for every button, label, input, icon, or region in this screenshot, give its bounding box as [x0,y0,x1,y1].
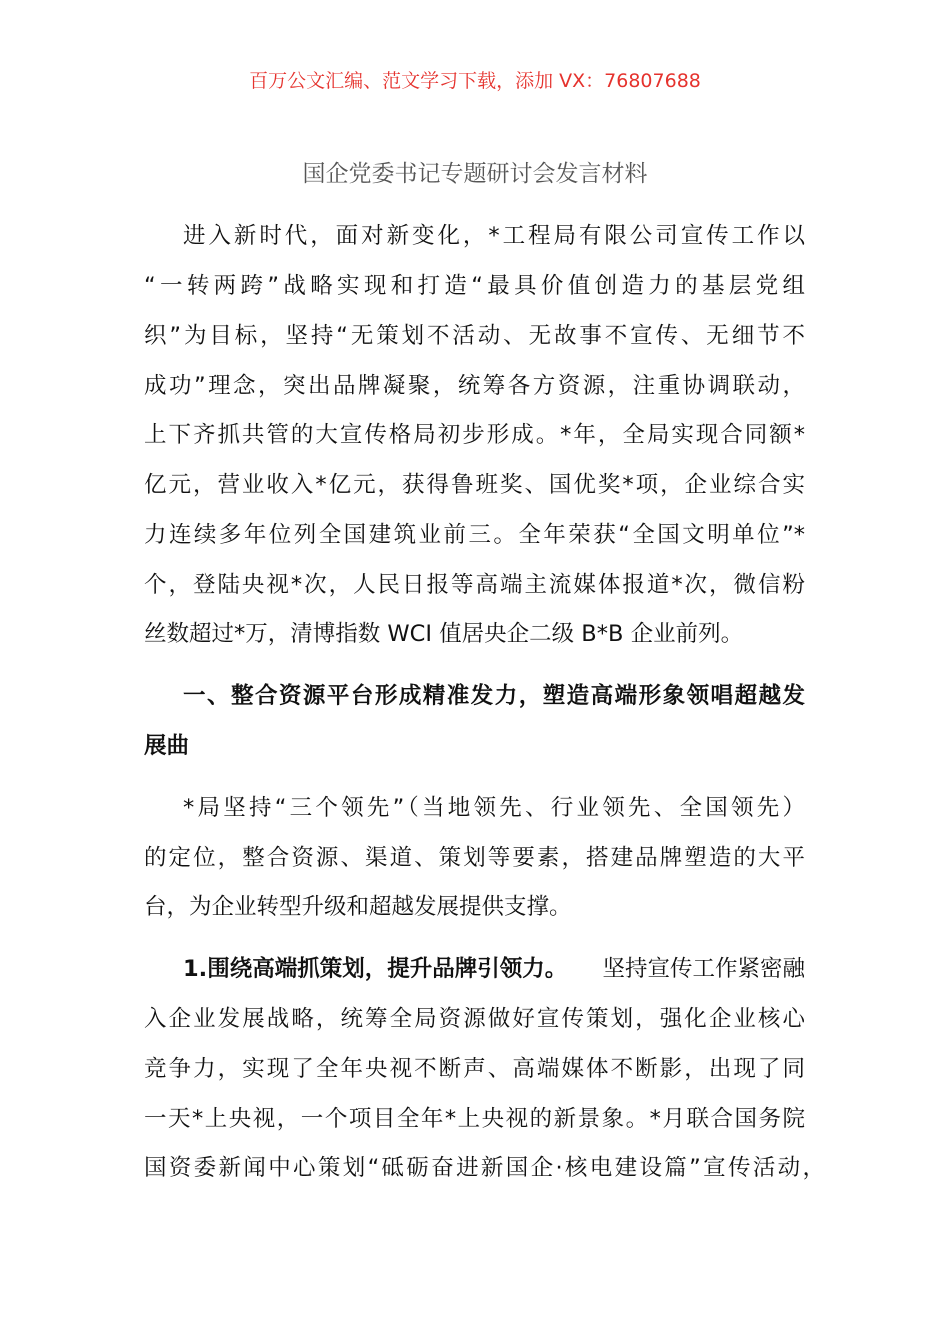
text-line: 成功”理念，突出品牌凝聚，统筹各方资源，注重协调联动， [144,373,805,399]
text-line: 亿元，营业收入*亿元，获得鲁班奖、国优奖*项，企业综合实 [144,472,805,498]
document-title: 国企党委书记专题研讨会发言材料 [302,161,648,187]
text-span: 坚持宣传工作紧密融 [602,956,805,982]
text-line: 竞争力，实现了全年央视不断声、高端媒体不断影，出现了同 [144,1056,805,1082]
text-line: 力连续多年位列全国建筑业前三。全年荣获“全国文明单位”* [144,522,805,548]
text-line: 国资委新闻中心策划“砥砺奋进新国企·核电建设篇”宣传活动， [144,1155,825,1181]
subsection-title: 1.围绕高端抓策划，提升品牌引领力。 [183,956,568,982]
watermark-header: 百万公文汇编、范文学习下载，添加 VX：76807688 [249,70,701,92]
text-line: 的定位，整合资源、渠道、策划等要素，搭建品牌塑造的大平 [144,845,805,871]
text-line: 丝数超过*万，清博指数 WCI 值居央企二级 B*B 企业前列。 [144,621,744,647]
text-line: 上下齐抓共管的大宣传格局初步形成。*年，全局实现合同额* [144,422,805,448]
text-line: 入企业发展战略，统筹全局资源做好宣传策划，强化企业核心 [144,1006,805,1032]
heading-line: 展曲 [144,733,190,759]
text-line: *局坚持“三个领先”（当地领先、行业领先、全国领先） [183,795,805,821]
text-line [183,944,805,994]
text-line: “一转两跨”战略实现和打造“最具价值创造力的基层党组 [144,273,805,299]
text-line: 进入新时代，面对新变化，*工程局有限公司宣传工作以 [183,223,805,249]
text-line: 织”为目标，坚持“无策划不活动、无故事不宣传、无细节不 [144,323,805,349]
heading-line: 一、整合资源平台形成精准发力，塑造高端形象领唱超越发 [183,683,805,709]
text-line: 一天*上央视，一个项目全年*上央视的新景象。*月联合国务院 [144,1106,805,1132]
text-line: 个，登陆央视*次，人民日报等高端主流媒体报道*次，微信粉 [144,572,805,598]
text-line: 台，为企业转型升级和超越发展提供支撑。 [144,894,572,920]
